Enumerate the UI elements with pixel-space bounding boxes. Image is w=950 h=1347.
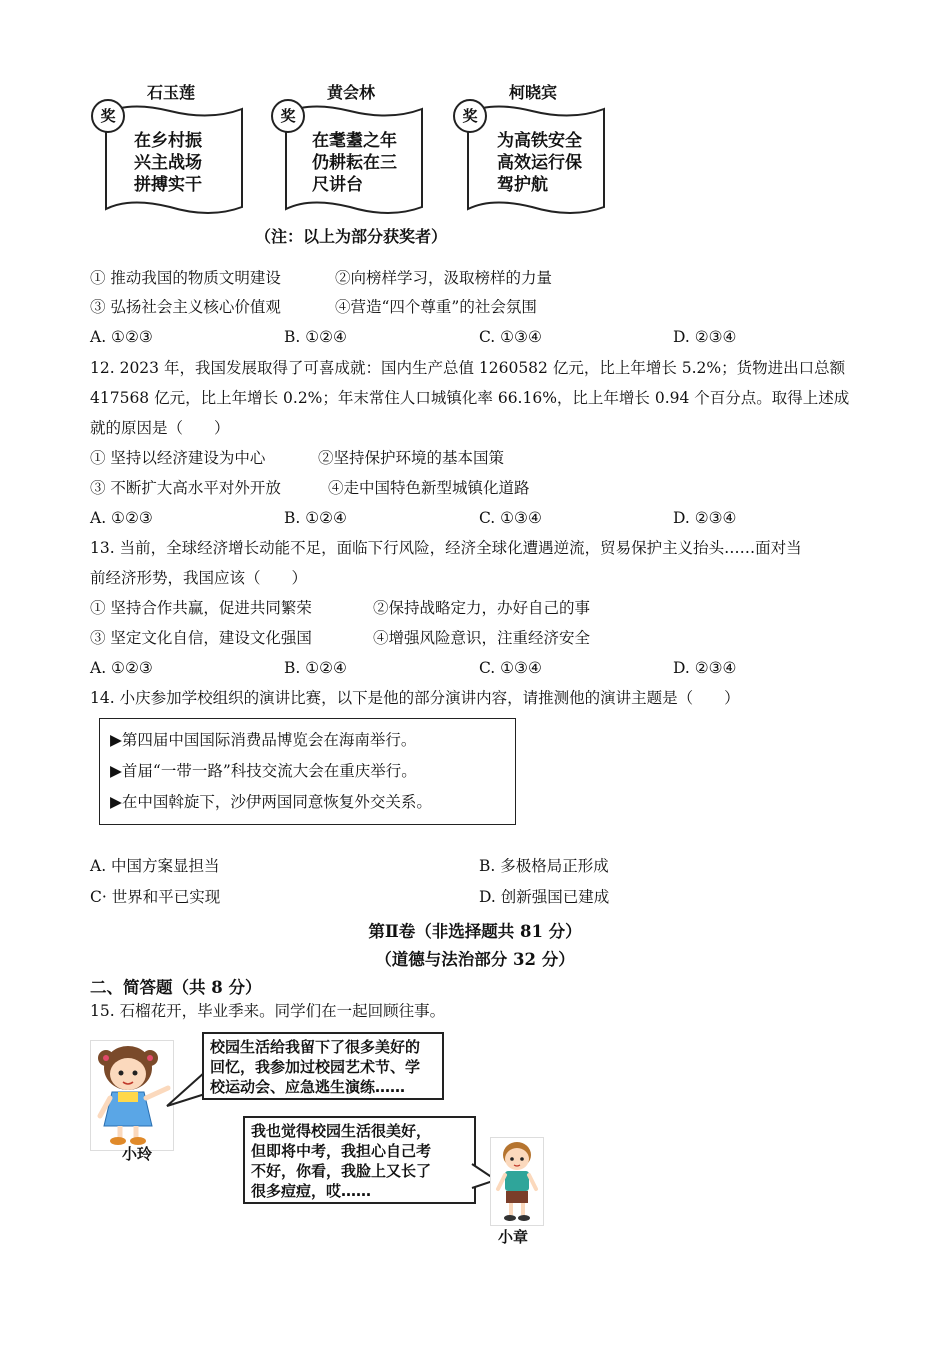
boy-illustration — [490, 1137, 544, 1227]
q13-option-c[interactable]: C. ①③④ — [479, 659, 542, 677]
award-line: 仍耕耘在三 — [312, 153, 397, 173]
award-line: 尺讲台 — [312, 175, 363, 195]
q12-item-1: ① 坚持以经济建设为中心 — [90, 449, 266, 467]
q15-stem: 15. 石榴花开，毕业季来。同学们在一起回顾往事。 — [90, 1002, 446, 1020]
q13-item-1: ① 坚持合作共赢，促进共同繁荣 — [90, 599, 312, 617]
award-text-2 — [312, 130, 397, 196]
girl-speech-line: 校园生活给我留下了很多美好的 — [210, 1038, 421, 1056]
q11-option-d[interactable]: D. ②③④ — [673, 328, 737, 346]
award-name-3: 柯晓宾 — [509, 83, 558, 102]
q11-item-4: ④营造“四个尊重”的社会氛围 — [335, 298, 537, 316]
q12-stem-line-2: 417568 亿元，比上年增长 0.2%；年末常住人口城镇化率 66.16%，比上年增长 0.94 个百分点。取得上述成 — [90, 389, 850, 407]
q13-option-d[interactable]: D. ②③④ — [673, 659, 737, 677]
part-heading: 二、简答题（共 8 分） — [90, 978, 262, 997]
girl-illustration — [90, 1040, 174, 1152]
section-title: 第Ⅱ卷（非选择题共 81 分） — [368, 922, 582, 941]
award-badge-1: 奖 — [91, 99, 125, 133]
award-line: 驾护航 — [497, 175, 548, 195]
award-text-3 — [497, 130, 582, 196]
girl-speech-line: 校运动会、应急逃生演练…… — [210, 1078, 406, 1096]
q11-item-2: ②向榜样学习，汲取榜样的力量 — [335, 269, 553, 287]
q12-item-2: ②坚持保护环境的基本国策 — [318, 449, 505, 467]
award-name-2: 黄会林 — [327, 83, 376, 102]
boy-speech-line: 不好，你看，我脸上又长了 — [251, 1162, 432, 1180]
q13-stem-line-1: 13. 当前，全球经济增长动能不足，面临下行风险，经济全球化遭遇逆流，贸易保护主义抬头……面对当 — [90, 539, 802, 557]
award-line: 在乡村振 — [134, 131, 202, 151]
q12-item-3: ③ 不断扩大高水平对外开放 — [90, 479, 281, 497]
q13-item-4: ④增强风险意识，注重经济安全 — [373, 629, 591, 647]
q12-option-d[interactable]: D. ②③④ — [673, 509, 737, 527]
q13-stem-line-2: 前经济形势，我国应该（ ） — [90, 569, 308, 587]
award-note: （注：以上为部分获奖者） — [255, 227, 448, 246]
award-badge-2: 奖 — [271, 99, 305, 133]
q14-news-item-2: ▶首届“一带一路”科技交流大会在重庆举行。 — [110, 762, 417, 780]
award-badge-3: 奖 — [453, 99, 487, 133]
award-line: 兴主战场 — [134, 153, 202, 173]
boy-speech-line: 很多痘痘，哎…… — [251, 1182, 372, 1200]
q12-option-c[interactable]: C. ①③④ — [479, 509, 542, 527]
q13-item-3: ③ 坚定文化自信，建设文化强国 — [90, 629, 312, 647]
boy-speech-line: 我也觉得校园生活很美好， — [251, 1122, 432, 1140]
q14-option-d[interactable]: D. 创新强国已建成 — [479, 888, 610, 906]
q13-option-a[interactable]: A. ①②③ — [90, 659, 153, 677]
boy-name: 小章 — [498, 1228, 529, 1246]
section-subtitle: （道德与法治部分 32 分） — [375, 950, 575, 969]
q11-option-b[interactable]: B. ①②④ — [284, 328, 347, 346]
q12-item-4: ④走中国特色新型城镇化道路 — [328, 479, 530, 497]
q14-news-box — [99, 718, 516, 825]
q14-news-item-1: ▶第四届中国国际消费品博览会在海南举行。 — [110, 731, 417, 749]
q14-news-item-3: ▶在中国斡旋下，沙伊两国同意恢复外交关系。 — [110, 793, 432, 811]
q11-item-3: ③ 弘扬社会主义核心价值观 — [90, 298, 281, 316]
q13-option-b[interactable]: B. ①②④ — [284, 659, 347, 677]
award-text-1 — [134, 130, 202, 196]
q14-stem: 14. 小庆参加学校组织的演讲比赛，以下是他的部分演讲内容，请推测他的演讲主题是（ ） — [90, 689, 740, 707]
award-line: 为高铁安全 — [497, 131, 582, 151]
q12-option-a[interactable]: A. ①②③ — [90, 509, 153, 527]
q11-item-1: ① 推动我国的物质文明建设 — [90, 269, 281, 287]
award-line: 在耄耋之年 — [312, 131, 397, 151]
award-line: 高效运行保 — [497, 153, 582, 173]
award-name-1: 石玉莲 — [147, 83, 196, 102]
q14-option-c[interactable]: C· 世界和平已实现 — [90, 888, 221, 906]
q14-option-a[interactable]: A. 中国方案显担当 — [90, 857, 220, 875]
boy-speech-bubble — [243, 1116, 476, 1204]
q13-item-2: ②保持战略定力，办好自己的事 — [373, 599, 591, 617]
q12-option-b[interactable]: B. ①②④ — [284, 509, 347, 527]
q12-stem-line-3: 就的原因是（ ） — [90, 419, 230, 437]
q14-option-b[interactable]: B. 多极格局正形成 — [479, 857, 609, 875]
girl-name: 小玲 — [122, 1145, 153, 1163]
boy-speech-line: 但即将中考，我担心自己考 — [251, 1142, 432, 1160]
q11-option-a[interactable]: A. ①②③ — [90, 328, 153, 346]
award-line: 拼搏实干 — [134, 175, 202, 195]
q12-stem-line-1: 12. 2023 年，我国发展取得了可喜成就：国内生产总值 1260582 亿元，比上年增长 5.2%；货物进出口总额 — [90, 359, 846, 377]
girl-speech-line: 回忆，我参加过校园艺术节、学 — [210, 1058, 421, 1076]
girl-speech-bubble — [202, 1032, 444, 1100]
q11-option-c[interactable]: C. ①③④ — [479, 328, 542, 346]
